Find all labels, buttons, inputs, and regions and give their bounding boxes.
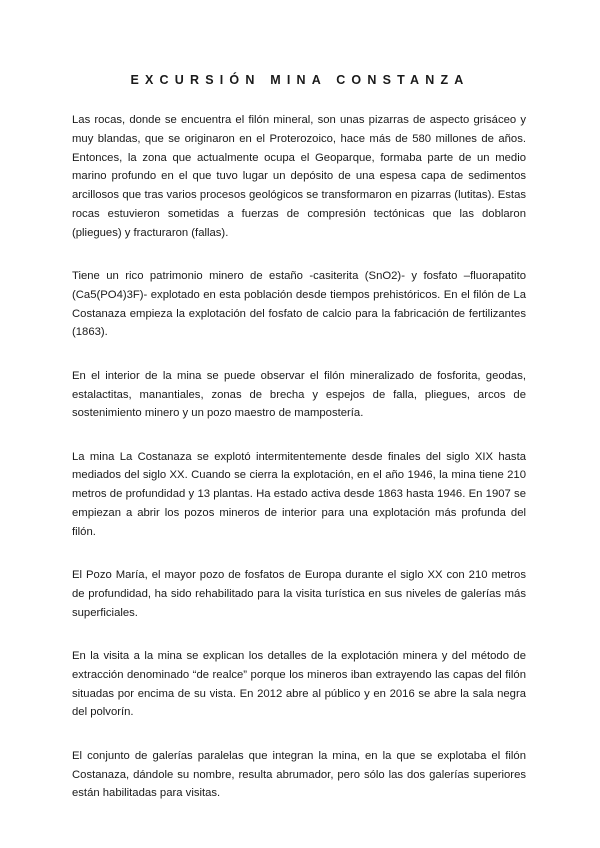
paragraph-galleries: El conjunto de galerías paralelas que integran la mina, en la que se explotaba el filón Costanaza, dándole su nombre, resulta abrumador, pero sólo las dos galerías superiores están habilitadas para visitas.: [72, 749, 526, 800]
page-title: EXCURSIÓN MINA CONSTANZA: [130, 73, 470, 87]
paragraph-visit: En la visita a la mina se explican los detalles de la explotación minera y del método de extracción denominado “de realce” porque los mineros iban extrayendo las capas del filón situadas por encima de su vista. En 2012 abre al público y en 2016 se abre la sala negra del polvorín.: [72, 650, 526, 719]
paragraph-mining-heritage: Tiene un rico patrimonio minero de estaño -casiterita (SnO2)- y fosfato –fluorapatito (Ca5(PO4)3F)- explotado en esta población desde tiempos prehistóricos. En el filón de La Costanaza empieza la explotación del fosfato de calcio para la fabricación de fertilizantes (1863).: [72, 270, 526, 339]
paragraph-history: La mina La Costanaza se explotó intermitentemente desde finales del siglo XIX hasta mediados del siglo XX. Cuando se cierra la explotación, en el año 1946, la mina tiene 210 metros de profundidad y 13 plantas. Ha estado activa desde 1863 hasta 1946. En 1907 se empiezan a abrir los pozos mineros de interior para una explotación más profunda del filón.: [72, 450, 526, 538]
paragraph-pozo-maria: El Pozo María, el mayor pozo de fosfatos de Europa durante el siglo XX con 210 metros de profundidad, ha sido rehabilitado para la visita turística en sus niveles de galerías más superficiales.: [72, 569, 526, 619]
paragraph-rocks: Las rocas, donde se encuentra el filón mineral, son unas pizarras de aspecto grisáceo y muy blandas, que se originaron en el Proterozoico, hace más de 580 millones de años. Entonces, la zona que actualmente ocupa el Geoparque, formaba parte de un medio marino profundo en el que tuvo lugar un depósito de una espesa capa de sedimentos arcillosos que tras varios procesos geológicos se transformaron en pizarras (lutitas). Estas rocas estuvieron sometidas a fuerzas de compresión tectónicas que las doblaron (pliegues) y fracturaron (fallas).: [72, 114, 526, 239]
paragraph-mine-interior: En el interior de la mina se puede observar el filón mineralizado de fosforita, geodas, estalactitas, manantiales, zonas de brecha y espejos de falla, pliegues, arcos de sostenimiento minero y un pozo maestro de mampostería.: [72, 369, 526, 420]
document-body: [72, 111, 526, 828]
